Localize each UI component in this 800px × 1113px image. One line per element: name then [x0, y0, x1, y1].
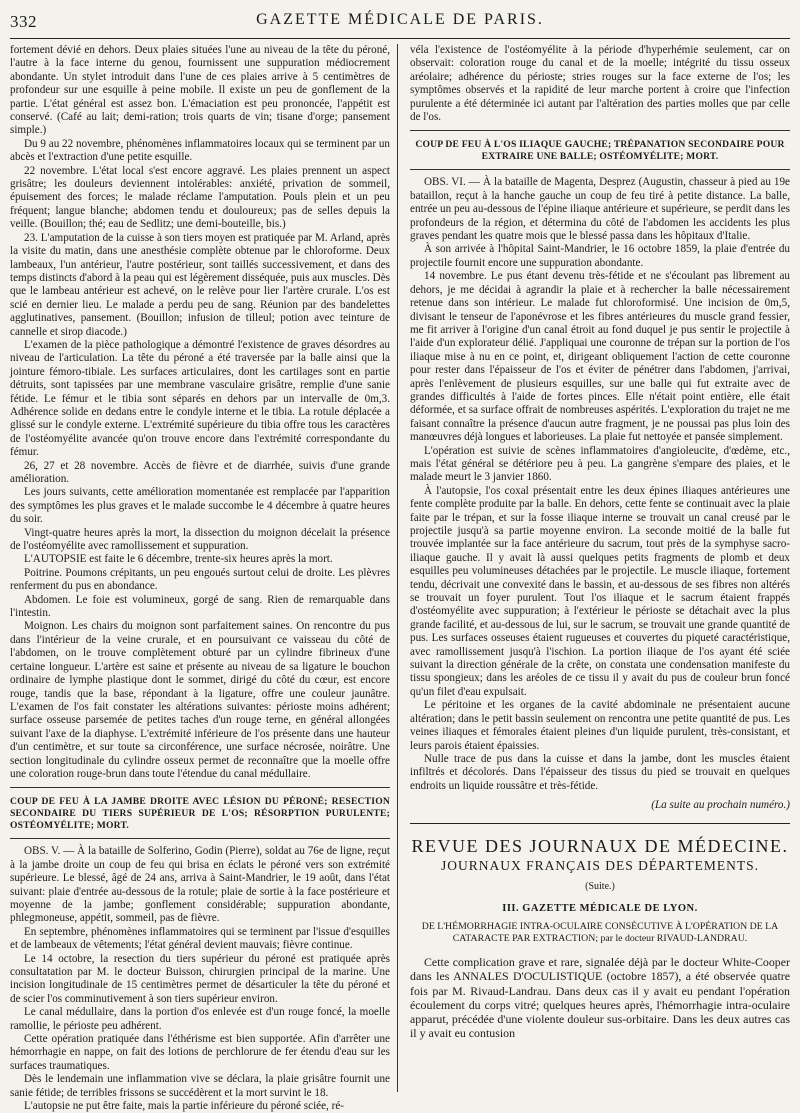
paragraph: Cette complication grave et rare, signalée déjà par le docteur White-Cooper dans les ANNALES D'OCULISTIQUE (octobre 1857), a été observée quatre fois par M. Rivaud-Landrau. Dans deux cas il y avait eu pendant l'opération écoulement du corps vitré; quelques heures après, l'hémorrhagie intra-oculaire apparut, précédée d'une violente douleur sus-orbitaire. Dans les deux autres cas il y avait eu contusion — [410, 955, 790, 1041]
paragraph: 14 novembre. Le pus étant devenu très-fétide et ne s'écoulant pas librement au dehors, je me décidai à agrandir la plaie et à rechercher la balle nécessairement retenue dans son intérieur. Le malade fut chloroformisé. Une incision de 0m,5, divisant le tenseur de l'aponévrose et les fibres antérieures du muscle grand fessier, me fit arriver à l'origine d'un canal étroit au fond duquel je pus sentir le projectile à l'aide d'un explorateur délié. J'appliquai une couronne de trépan sur la portion de l'os iliaque mise à nu en ce point, et, dirigeant obliquement l'action de cette couronne pour rester dans l'épaisseur de l'os et éviter de pénétrer dans l'abdomen, j'arrivai, après l'enlèvement de plusieurs esquilles, sur une balle qui fut extraite avec de grandes difficultés à l'aide de fortes pinces. Elle n'était point entière, elle était déformée, et sa surface offrait de nombreuses aspérités. L'exploration du trajet ne me faisant connaître la présence d'aucun autre fragment, je ne poussai pas plus loin des manœuvres déjà longues et laborieuses. La plaie fut nettoyée et pansée simplement. — [410, 270, 790, 444]
section-rule — [410, 130, 790, 131]
right-column — [410, 44, 790, 1040]
paragraph: Dès le lendemain une inflammation vive se déclara, la plaie grisâtre fournit une sanie fétide; de terribles frissons se succédèrent et la mort survint le 18. — [10, 1073, 390, 1099]
review-title: REVUE DES JOURNAUX DE MÉDECINE. — [411, 835, 789, 856]
continuation-note: (La suite au prochain numéro.) — [651, 799, 790, 812]
section-title: III. GAZETTE MÉDICALE DE LYON. — [502, 902, 698, 914]
review-subtitle: JOURNAUX FRANÇAIS DES DÉPARTEMENTS. — [441, 857, 759, 873]
paragraph: Le péritoine et les organes de la cavité abdominale ne présentaient aucune altération; dans le petit bassin seulement on rencontra une petite quantité de pus. Les veines iliaques et fémorales étaient pleines d'un liquide purulent, très-consistant, et leurs parois étaient épaissies. — [410, 699, 790, 752]
paragraph: Poitrine. Poumons crépitants, un peu engoués surtout celui de droite. Les plèvres renferment du pus en abondance. — [10, 566, 390, 593]
paragraph: Nulle trace de pus dans la cuisse et dans la jambe, dont les muscles étaient infiltrés et décolorés. Dans l'épaisseur des tissus du pied se trouvait en quelques endroits un liquide roussâtre et très-fétide. — [410, 752, 790, 792]
paragraph: Le canal médullaire, dans la portion d'os enlevée est d'un rouge foncé, la moelle ramollie, le périoste peu adhérent. — [10, 1006, 390, 1032]
paragraph: Le 14 octobre, la resection du tiers supérieur du péroné est pratiquée après consultatation par M. le docteur Buisson, chirurgien principal de la marine. Une incision longitudinale de 15 centimètres permet de désarticuler la tête du péroné et de scier l'os comminutivement à son tiers supérieur environ. — [10, 952, 390, 1005]
paragraph: OBS. VI. — À la bataille de Magenta, Desprez (Augustin, chasseur à pied au 19e bataillon, reçut à la hanche gauche un coup de feu tiré à petite distance. La balle, entrée un peu au-dessous de l'épine iliaque antérieure et supérieure, se perdit dans les profondeurs de la région, et détermina du côté de l'abdomen les accidents les plus graves pendant les quatre mois que le blessé passa dans les hôpitaux d'Italie. — [410, 176, 790, 243]
column-divider — [397, 44, 398, 1092]
page-header — [10, 6, 790, 36]
review-section — [410, 823, 790, 1041]
page-number: 332 — [10, 12, 37, 31]
paragraph: véla l'existence de l'ostéomyélite à la période d'hyperhémie seulement, car on observait: coloration rouge du canal et de la moelle; intégrité du tissu osseux aréolaire; adhérence du périoste; stries rouges sur la face externe de l'os; les symptômes observés et la rapidité de leur marche portent à croire que l'infection purulente a été déterminée ici autant par l'altération des parties molles que par celle de l'os. — [410, 44, 790, 124]
paragraph: L'autopsie ne put être faite, mais la partie inférieure du péroné sciée, ré- — [24, 1100, 344, 1113]
section-rule — [410, 169, 790, 170]
left-column — [10, 44, 390, 1113]
paragraph: L'opération est suivie de scènes inflammatoires d'angioleucite, d'œdème, etc., mais l'état général se détériore peu à peu. La gangrène s'empare des plaies, et le malade meurt le 3 janvier 1860. — [410, 444, 790, 484]
paragraph: À son arrivée à l'hôpital Saint-Mandrier, le 16 octobre 1859, la plaie d'entrée du projectile fournit encore une suppuration abondante. — [410, 243, 790, 269]
paragraph: 23. L'amputation de la cuisse à son tiers moyen est pratiquée par M. Arland, après la visite du matin, dans une anesthésie complète obtenue par le chloroforme. Deux lambeaux, l'un antérieur, l'autre postérieur, sont taillés successivement, et dans des temps distincts d'abord à la peau qui est légèrement disséquée, puis aux muscles. Dès que le lambeau antérieur est achevé, on le relève pour lier l'artère crurale. L'os est scié en dernier lieu. Le malade a perdu peu de sang. Réunion par des bandelettes agglutinatives, pansement. (Bouillon; infusion de tilleul; potion avec teinture de cannelle et sirop diacode.) — [10, 231, 390, 338]
paragraph: L'examen de la pièce pathologique a démontré l'existence de graves désordres au niveau de l'articulation. La tête du péroné a été traversée par la balle ainsi que la jointure fémoro-tibiale. Les surfaces articulaires, dont les cartilages sont en partie détruits, sont tapissées par une membrane vasculaire grisâtre, remplie d'une sanie fétide. Le fémur et le tibia sont séparés en dehors par un intervalle de 0m,3. Adhérence solide en dedans entre le condyle interne et le tibia. La rotule déplacée a glissé sur le condyle externe. L'extrémité supérieure du tibia offre tous les caractères de l'ostéomyélite avancée qu'on trouve encore dans l'extrémité correspondante du fémur. — [10, 338, 390, 459]
paragraph: Les jours suivants, cette amélioration momentanée est remplacée par l'apparition des symptômes les plus graves et le malade succombe le 4 décembre à quatre heures du soir. — [10, 486, 390, 526]
paragraph: Moignon. Les chairs du moignon sont parfaitement saines. On rencontre du pus dans l'intérieur de la veine crurale, et en poursuivant ce vaisseau du côté de l'abdomen, on le trouve complètement obturé par un cylindre fibrineux d'une certaine longueur. L'artère est saine et présente au niveau de sa ligature le bouchon ordinaire de lymphe plastique dont le sommet, dirigé du côté du cœur, est encore rouge, tandis que la base, répondant à la ligature, offre une couleur jaunâtre. L'examen de l'os fait constater les altérations suivantes: périoste moins adhérent; surface osseuse parsemée de petites taches d'un rouge terne, en général allongées suivant l'axe de la diaphyse. L'extrémité inférieure de l'os présente dans une hauteur d'un centimètre, et sur toute sa circonférence, une surface nécrosée, noirâtre. Une section longitudinale du cylindre osseux permet de reconnaître que la moelle offre une coloration rouge-brun dans toute l'étendue du canal médullaire. — [10, 620, 390, 780]
header-rule — [10, 38, 790, 39]
paragraph: OBS. V. — À la bataille de Solferino, Godin (Pierre), soldat au 76e de ligne, reçut à la jambe droite un coup de feu qui brisa en éclats le péroné vers son extrémité supérieure. Le blessé, âgé de 24 ans, arriva à Saint-Mandrier, le 19 août, dans l'état suivant: plaie d'entrée au-dessous de la rotule; plaie de sortie à la face postérieure et moyenne de la jambe; gonflement considérable; suppuration abondante, phlegmoneuse, appétit, sommeil, pas de fièvre. — [10, 845, 390, 925]
observation-heading: COUP DE FEU À LA JAMBE DROITE AVEC LÉSION DU PÉRONÉ; RESECTION SECONDAIRE DU TIERS SUPÉRIEUR DE L'OS; RÉSORPTION PURULENTE; OSTÉOMYÉLITE; MORT. — [10, 796, 390, 832]
section-rule — [10, 787, 390, 788]
paragraph: L'AUTOPSIE est faite le 6 décembre, trente-six heures après la mort. — [24, 553, 333, 566]
paragraph: Vingt-quatre heures après la mort, la dissection du moignon décelait la présence de l'ostéomyélite avec ramollissement et suppuration. — [10, 526, 390, 553]
article-title: DE L'HÉMORRHAGIE INTRA-OCULAIRE CONSÉCUTIVE À L'OPÉRATION DE LA CATARACTE PAR EXTRACTION; par le docteur RIVAUD-LANDRAU. — [421, 921, 779, 945]
paragraph: En septembre, phénomènes inflammatoires qui se terminent par l'issue d'esquilles et de lambeaux de vêtements; l'état général devient mauvais; fièvre continue. — [10, 925, 390, 952]
paragraph: Abdomen. Le foie est volumineux, gorgé de sang. Rien de remarquable dans l'intestin. — [10, 593, 390, 620]
paragraph: 26, 27 et 28 novembre. Accès de fièvre et de diarrhée, suivis d'une grande amélioration. — [10, 459, 390, 485]
paragraph: 22 novembre. L'état local s'est encore aggravé. Les plaies prennent un aspect grisâtre; les douleurs deviennent intolérables: anxiété, privation de sommeil, épuisement des forces; le malade réclame l'amputation. Pouls plein et un peu fréquent; langue blanche; abdomen tendu et douloureux; pas de selles depuis la veille. (Bouillon; thé; eau de Sedlitz; une demi-bouteille, bis.) — [10, 164, 390, 231]
section-rule — [10, 838, 390, 839]
paragraph: À l'autopsie, l'os coxal présentait entre les deux épines iliaques antérieures une fente complète produite par la balle. En dehors, cette fente se continuait avec la plaie faite par le trépan, et sur la fosse iliaque interne se trouvait un canal creusé par le projectile jusqu'à sa partie moyenne environ. La seconde moitié de la balle fut trouvée implantée sur la face antérieure du sacrum, tout près de la symphyse sacro-iliaque gauche. Il y avait là aussi quelques petits fragments de plomb et deux esquilles peu volumineuses détachées par le projectile. Le muscle iliaque, fortement tendu, décrivait une convexité dans le bassin, et au-dessous de ses fibres non altérés se trouvait un foyer purulent. Tout l'os iliaque et le sacrum étaient frappés d'ostéomyélite avec suppuration; à l'extérieur le périoste se détachait avec la plus grande facilité, et au-dessous de lui, sur le sacrum, se trouvait une grande quantité de pus. Les surfaces osseuses étaient rugueuses et couvertes du piqueté caractéristique, avec ramollissement jusqu'à l'ischion. La portion iliaque de l'os ayant été sciée suivant la direction générale de la crête, on constata une condensation manifeste du tissu spongieux; dans les aréoles de ce tissu il y avait du pus de couleur brun foncé qu'un filet d'eau expulsait. — [410, 484, 790, 698]
paragraph: Cette opération pratiquée dans l'éthérisme est bien supportée. Afin d'arrêter une hémorrhagie en nappe, on fait des lotions de perchlorure de fer étendu d'eau sur les surfaces traumatiques. — [10, 1033, 390, 1072]
review-suite-note: (Suite.) — [585, 881, 615, 893]
paragraph: Du 9 au 22 novembre, phénomènes inflammatoires locaux qui se terminent par un abcès et l'extraction d'une petite esquille. — [10, 137, 390, 164]
observation-heading: COUP DE FEU À L'OS ILIAQUE GAUCHE; TRÉPANATION SECONDAIRE POUR EXTRAIRE UNE BALLE; OSTÉOMYÉLITE; MORT. — [415, 139, 785, 163]
journal-title: GAZETTE MÉDICALE DE PARIS. — [256, 11, 544, 28]
paragraph: fortement dévié en dehors. Deux plaies situées l'une au niveau de la tête du péroné, l'autre à la face interne du genou, fournissent une suppuration médiocrement abondante. Un stylet introduit dans l'une de ces plaies arrive à 5 centimètres de profondeur sur une esquille à peine mobile. Il existe un peu de gonflement de la partie. L'état général est assez bon. L'émaciation est peu prononcée, l'appétit est conservé. (Café au lait; demi-ration; trois quarts de vin; tisane d'orge; pansement simple.) — [10, 44, 390, 137]
